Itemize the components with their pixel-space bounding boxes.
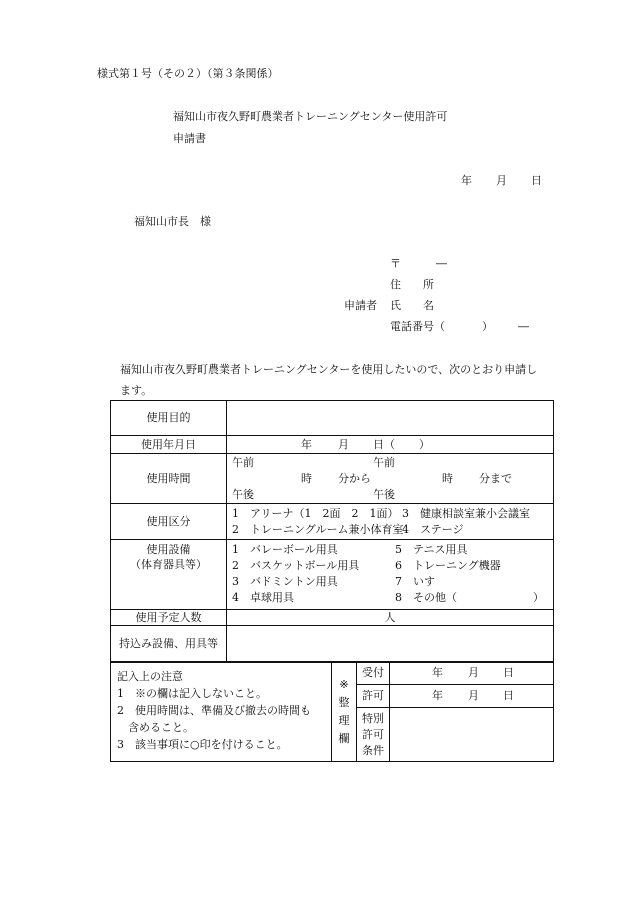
notes-item: 3 該当事項に○印を付けること。 — [117, 738, 288, 751]
equipment-label — [111, 540, 227, 610]
date-field[interactable] — [227, 436, 554, 454]
bring-label: 持込み設備、用具等 — [111, 626, 227, 663]
division-option[interactable]: 2 トレーニングルーム兼小体育室 — [232, 523, 404, 536]
form-title-line2: 申請書 — [173, 132, 206, 145]
time-am-2: 午前 — [373, 456, 395, 469]
time-pm-1: 午後 — [232, 488, 254, 501]
permit-date — [390, 685, 554, 708]
received-day: 日 — [503, 666, 514, 679]
postal-mark: 〒 — [390, 257, 401, 270]
office-use-char: 欄 — [338, 731, 350, 745]
conditions-label-line: 特別 — [362, 711, 384, 725]
time-hour-2: 時 — [442, 472, 453, 485]
permit-year: 年 — [432, 689, 443, 702]
office-use-char: 理 — [338, 713, 350, 727]
time-hour-1: 時 — [301, 472, 312, 485]
name-label: 氏 名 — [390, 299, 434, 312]
time-label: 使用時間 — [111, 454, 227, 504]
purpose-field[interactable] — [227, 401, 554, 436]
received-month: 月 — [468, 666, 479, 679]
notes-item: 2 使用時間は、準備及び撤去の時間も — [117, 704, 311, 717]
equipment-field[interactable] — [227, 540, 554, 610]
division-field[interactable] — [227, 504, 554, 540]
date-label: 使用年月日 — [111, 436, 227, 454]
division-label: 使用区分 — [111, 504, 227, 540]
bring-field[interactable] — [227, 626, 554, 663]
time-pm-2: 午後 — [373, 488, 395, 501]
permit-label: 許可 — [357, 685, 390, 708]
intro-line2: ます。 — [120, 384, 153, 397]
conditions-label-line: 許可 — [362, 727, 384, 741]
date-field-year: 年 — [301, 438, 312, 451]
permit-day: 日 — [503, 689, 514, 702]
notes-item: 1 ※の欄は記入しないこと。 — [117, 687, 267, 700]
office-use-char: ※ — [339, 677, 349, 691]
addressee: 福知山市長 様 — [134, 215, 211, 228]
people-label: 使用予定人数 — [111, 610, 227, 626]
address-label: 住 所 — [390, 278, 434, 291]
conditions-label-line: 条件 — [362, 743, 384, 757]
time-am-1: 午前 — [232, 456, 254, 469]
equipment-option[interactable]: 1 バレーボール用具 — [232, 543, 338, 556]
received-date — [390, 662, 554, 685]
form-title-line1: 福知山市夜久野町農業者トレーニングセンター使用許可 — [173, 110, 448, 123]
equipment-option[interactable]: 2 バスケットボール用具 — [232, 559, 360, 572]
notes-heading: 記入上の注意 — [117, 670, 183, 683]
purpose-label: 使用目的 — [111, 401, 227, 436]
division-option[interactable]: 1 アリーナ（1 2面 2 1面） — [232, 507, 399, 520]
form-number: 様式第１号（その２）（第３条関係） — [97, 67, 279, 80]
phone-label: 電話番号（ — [390, 320, 445, 333]
phone-dash: ― — [518, 320, 529, 333]
equipment-option[interactable]: 3 バドミントン用具 — [232, 575, 338, 588]
conditions-label — [357, 708, 390, 762]
phone-close: ） — [482, 320, 493, 333]
equipment-label-1: 使用設備 — [146, 543, 191, 556]
date-year-label: 年 — [461, 174, 472, 187]
notes-box — [111, 662, 332, 762]
office-use-label — [332, 662, 357, 762]
date-field-day: 日（ — [373, 438, 395, 451]
office-use-char: 整 — [338, 695, 350, 709]
intro-line1: 福知山市夜久野町農業者トレーニングセンターを使用したいので、次のとおり申請し — [120, 363, 538, 376]
received-year: 年 — [432, 666, 443, 679]
time-field[interactable] — [227, 454, 554, 504]
equipment-option[interactable]: 7 いす — [395, 575, 435, 588]
application-table — [110, 400, 554, 663]
notes-table — [110, 661, 554, 762]
equipment-option[interactable]: 8 その他（ — [395, 591, 457, 604]
equipment-option[interactable]: 5 テニス用具 — [395, 543, 468, 556]
people-unit: 人 — [384, 610, 396, 624]
people-field[interactable] — [227, 610, 554, 626]
date-month-label: 月 — [496, 174, 507, 187]
equipment-other-close: ） — [533, 591, 544, 604]
equipment-option[interactable]: 6 トレーニング機器 — [395, 559, 501, 572]
notes-item: 含めること。 — [117, 721, 194, 734]
time-minute-from: 分から — [338, 472, 371, 485]
division-option[interactable]: 4 ステージ — [402, 523, 464, 536]
equipment-label-2: （体育器具等） — [130, 558, 207, 572]
received-label: 受付 — [357, 662, 390, 685]
permit-month: 月 — [468, 689, 479, 702]
equipment-option[interactable]: 4 卓球用具 — [232, 591, 294, 604]
date-field-month: 月 — [338, 438, 349, 451]
date-field-close: ） — [419, 438, 430, 451]
applicant-label: 申請者 — [344, 299, 377, 312]
division-option[interactable]: 3 健康相談室兼小会議室 — [402, 507, 530, 520]
date-day-label: 日 — [531, 174, 542, 187]
postal-dash: ― — [436, 257, 447, 270]
time-minute-until: 分まで — [479, 472, 512, 485]
conditions-field — [390, 708, 554, 762]
